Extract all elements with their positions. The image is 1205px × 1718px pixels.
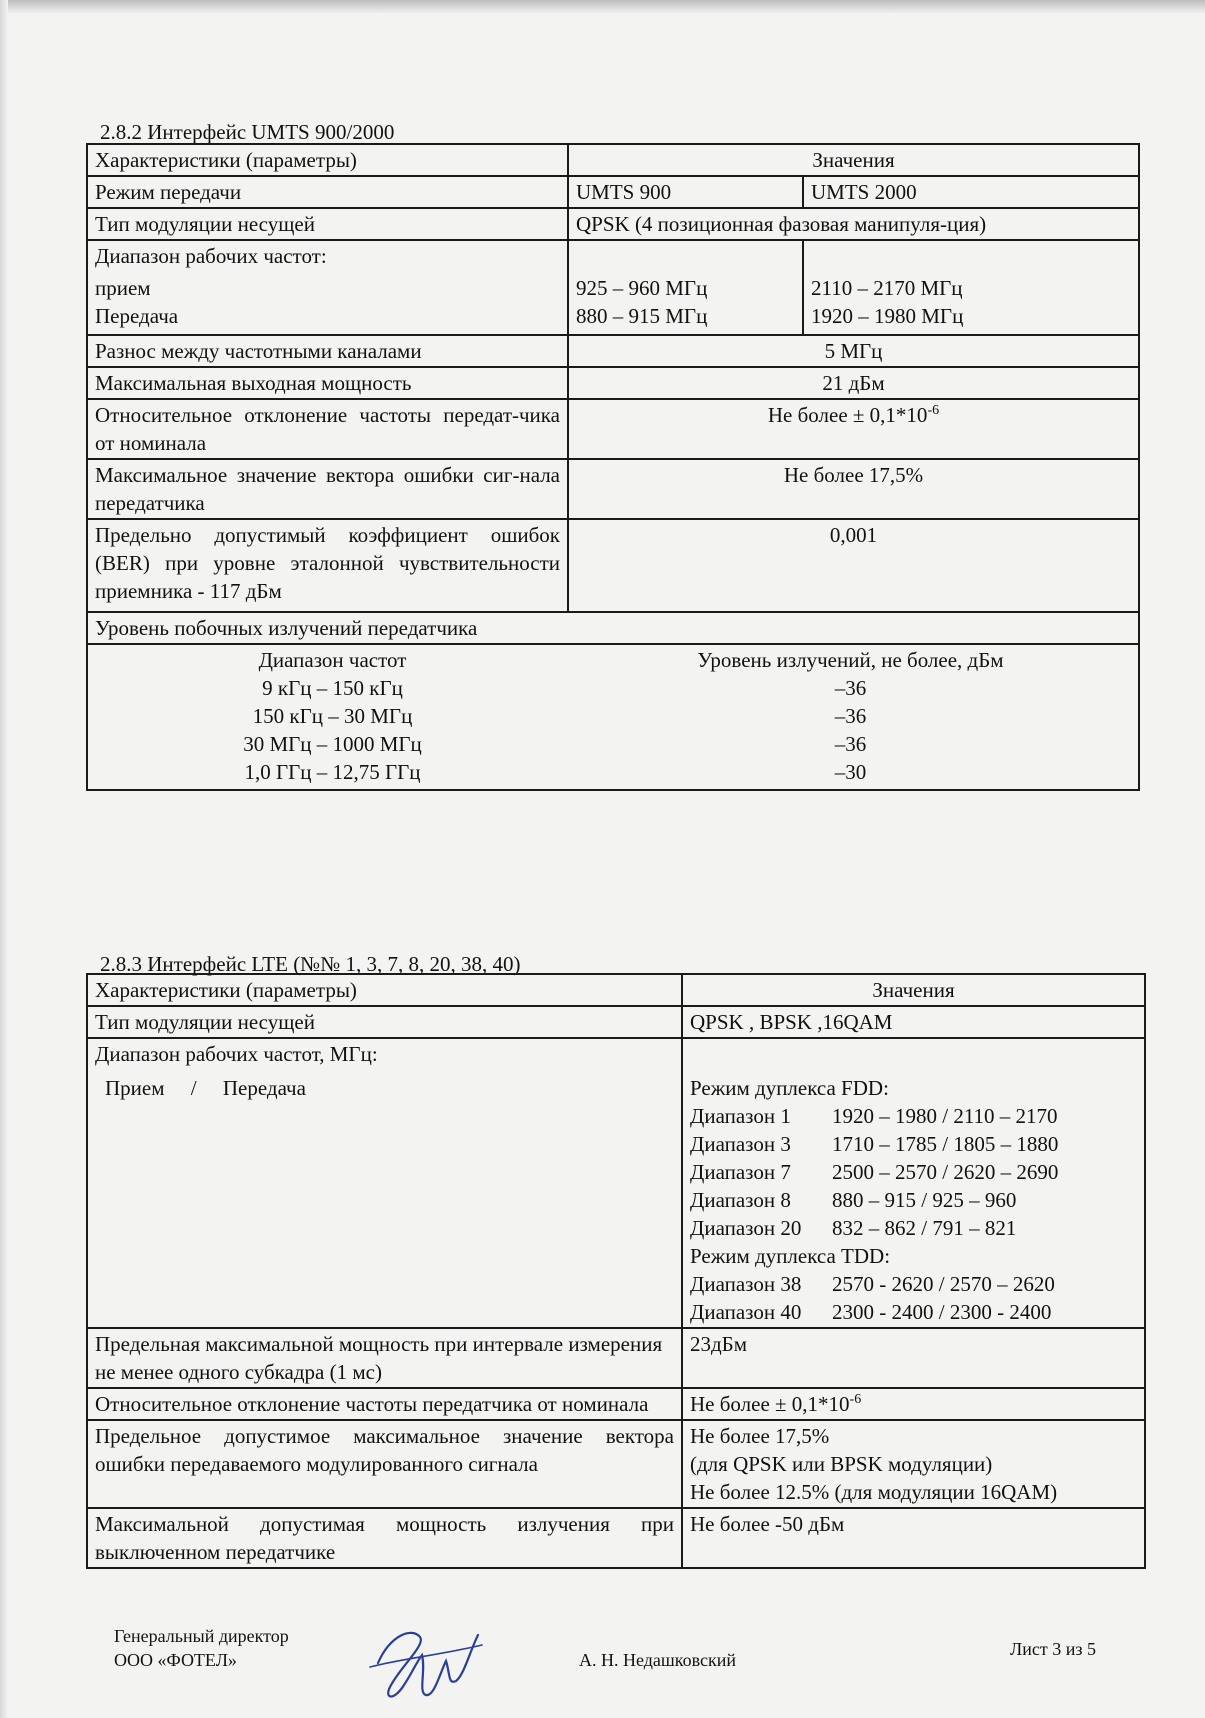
- umts900-rx: 925 – 960 МГц: [576, 276, 708, 300]
- spurious-col-level: Уровень излучений, не более, дБм: [697, 648, 1004, 672]
- table-row: [87, 367, 1139, 399]
- cell-umts2000: UMTS 2000: [803, 176, 1139, 208]
- band-value: 1710 – 1785 / 1805 – 1880: [832, 1132, 1059, 1156]
- table-header-row: [87, 144, 1139, 176]
- table-header-row: [87, 974, 1145, 1006]
- modulation-value: QPSK (4 позиционная фазовая манипуля-ция): [576, 212, 987, 236]
- rxtx-label: Прием / Передача: [105, 1076, 306, 1100]
- row-label: Относительное отклонение частоты передатчика от номинала: [87, 1388, 682, 1420]
- cell-umts2000-range: [803, 240, 1139, 335]
- footer-signer-name: А. Н. Недашковский: [579, 1650, 736, 1670]
- cell-value: [682, 1388, 1145, 1420]
- footer-company: ООО «ФОТЕЛ»: [114, 1650, 237, 1670]
- section-title-lte: 2.8.3 Интерфейс LTE (№№ 1, 3, 7, 8, 20, 38, 40): [100, 952, 521, 976]
- band-row: [690, 1130, 1137, 1158]
- footer-position: Генеральный директор: [114, 1626, 289, 1646]
- spurious-range: 1,0 ГГц – 12,75 ГГц: [244, 760, 421, 784]
- band-value: 2300 - 2400 / 2300 - 2400: [832, 1300, 1052, 1324]
- table-row: [87, 644, 1139, 790]
- cell-value: 21 дБм: [568, 367, 1139, 399]
- row-label: Тип модуляции несущей: [87, 1006, 682, 1038]
- umts2000-tx: 1920 – 1980 МГц: [811, 304, 964, 328]
- footer-page-number: Лист 3 из 5: [1010, 1639, 1096, 1659]
- cell-value: [682, 1420, 1145, 1508]
- row-label: Относительное отклонение частоты передат-чика от номинала: [87, 399, 568, 459]
- freq-dev-exp: -6: [849, 1392, 862, 1407]
- band-name: Диапазон 40: [690, 1300, 802, 1324]
- table-row: [87, 1006, 1145, 1038]
- lte-table: [86, 973, 1146, 1569]
- umts2000-rx: 2110 – 2170 МГц: [811, 276, 963, 300]
- freq-dev-exp: -6: [927, 403, 940, 418]
- table-row: [87, 176, 1139, 208]
- table-row: [87, 399, 1139, 459]
- range-label: Диапазон рабочих частот:: [95, 244, 327, 268]
- spurious-header: [95, 646, 1131, 674]
- row-label: [87, 240, 568, 335]
- band-row: [690, 1270, 1137, 1298]
- band-value: 880 – 915 / 925 – 960: [832, 1188, 1017, 1212]
- table-row: [87, 1038, 1145, 1328]
- row-label: Максимальная выходная мощность: [87, 367, 568, 399]
- freq-dev-value: Не более ± 0,1*10: [767, 403, 928, 427]
- spurious-cell: [87, 644, 1139, 790]
- spurious-level: –30: [834, 760, 867, 784]
- band-row: [690, 1186, 1137, 1214]
- section-title-umts: 2.8.2 Интерфейс UMTS 900/2000: [100, 120, 395, 144]
- row-label: Разнос между частотными каналами: [87, 335, 568, 367]
- spurious-row: [95, 758, 1131, 786]
- band-row: [690, 1298, 1137, 1326]
- freq-dev-value: Не более ± 0,1*10: [690, 1392, 850, 1416]
- row-label: Предельная максимальной мощность при интервале измерения не менее одного субкадра (1 мс): [87, 1328, 682, 1388]
- table-row: [87, 1328, 1145, 1388]
- table-row: [87, 519, 1139, 612]
- spurious-range: 150 кГц – 30 МГц: [252, 704, 413, 728]
- cell-bands: [682, 1038, 1145, 1328]
- band-row: [690, 1214, 1137, 1242]
- cell-value: 23дБм: [682, 1328, 1145, 1388]
- evm-line: (для QPSK или BPSK модуляции): [690, 1452, 993, 1476]
- spurious-col-range: Диапазон частот: [258, 648, 407, 672]
- cell-value: 5 МГц: [568, 335, 1139, 367]
- spurious-range: 9 кГц – 150 кГц: [262, 676, 403, 700]
- spurious-row: [95, 730, 1131, 758]
- umts-table: [86, 143, 1140, 791]
- page-edge: [0, 0, 1205, 14]
- spurious-row: [95, 702, 1131, 730]
- row-label: Предельно допустимый коэффициент ошибок (BER) при уровне эталонной чувствительности приемника - 117 дБм: [87, 519, 568, 612]
- cell-value: Не более -50 дБм: [682, 1508, 1145, 1568]
- row-label: [87, 1038, 682, 1328]
- band-name: Диапазон 1: [690, 1104, 791, 1128]
- cell-umts900: UMTS 900: [568, 176, 803, 208]
- band-name: Диапазон 3: [690, 1132, 791, 1156]
- table-row: [87, 459, 1139, 519]
- table-row: [87, 612, 1139, 644]
- band-value: 2500 – 2570 / 2620 – 2690: [832, 1160, 1059, 1184]
- rx-label: прием: [95, 276, 151, 300]
- table-row: [87, 335, 1139, 367]
- cell-umts900-range: [568, 240, 803, 335]
- cell-value: [568, 399, 1139, 459]
- page-edge-left: [0, 0, 8, 1718]
- evm-line: Не более 12.5% (для модуляции 16QAM): [690, 1480, 1058, 1504]
- table-row: [87, 1508, 1145, 1568]
- umts900-tx: 880 – 915 МГц: [576, 304, 708, 328]
- table-row: [87, 208, 1139, 240]
- band-value: 2570 - 2620 / 2570 – 2620: [832, 1272, 1055, 1296]
- spurious-level: –36: [834, 704, 867, 728]
- band-value: 1920 – 1980 / 2110 – 2170: [832, 1104, 1058, 1128]
- spurious-label: Уровень побочных излучений передатчика: [87, 612, 1139, 644]
- signature-image: [360, 1615, 490, 1710]
- band-value: 832 – 862 / 791 – 821: [832, 1216, 1017, 1240]
- footer-signatory: [114, 1624, 289, 1672]
- header-param: Характеристики (параметры): [87, 144, 568, 176]
- band-name: Диапазон 38: [690, 1272, 802, 1296]
- row-label: Максимальной допустимая мощность излучения при выключенном передатчике: [87, 1508, 682, 1568]
- evm-line: Не более 17,5%: [690, 1424, 830, 1448]
- row-label: Тип модуляции несущей: [87, 208, 568, 240]
- range-label: Диапазон рабочих частот, МГц:: [95, 1042, 378, 1066]
- band-name: Диапазон 20: [690, 1216, 802, 1240]
- cell-value: 0,001: [568, 519, 1139, 612]
- band-row: [690, 1102, 1137, 1130]
- table-row: [87, 1388, 1145, 1420]
- cell-value: Не более 17,5%: [568, 459, 1139, 519]
- spurious-level: –36: [834, 732, 867, 756]
- tx-label: Передача: [95, 304, 179, 328]
- header-param: Характеристики (параметры): [87, 974, 682, 1006]
- spurious-level: –36: [834, 676, 867, 700]
- row-label: Режим передачи: [87, 176, 568, 208]
- spurious-row: [95, 674, 1131, 702]
- fdd-title: Режим дуплекса FDD:: [690, 1076, 889, 1100]
- table-row: [87, 240, 1139, 335]
- cell-value: [568, 208, 1139, 240]
- row-label: Максимальное значение вектора ошибки сиг-нала передатчика: [87, 459, 568, 519]
- row-label: Предельное допустимое максимальное значение вектора ошибки передаваемого модулированного сигнала: [87, 1420, 682, 1508]
- header-values: Значения: [568, 144, 1139, 176]
- band-name: Диапазон 8: [690, 1188, 791, 1212]
- tdd-title: Режим дуплекса TDD:: [690, 1244, 891, 1268]
- cell-value: QPSK , BPSK ,16QAM: [682, 1006, 1145, 1038]
- band-name: Диапазон 7: [690, 1160, 791, 1184]
- table-row: [87, 1420, 1145, 1508]
- spurious-range: 30 МГц – 1000 МГц: [243, 732, 422, 756]
- header-values: Значения: [682, 974, 1145, 1006]
- band-row: [690, 1158, 1137, 1186]
